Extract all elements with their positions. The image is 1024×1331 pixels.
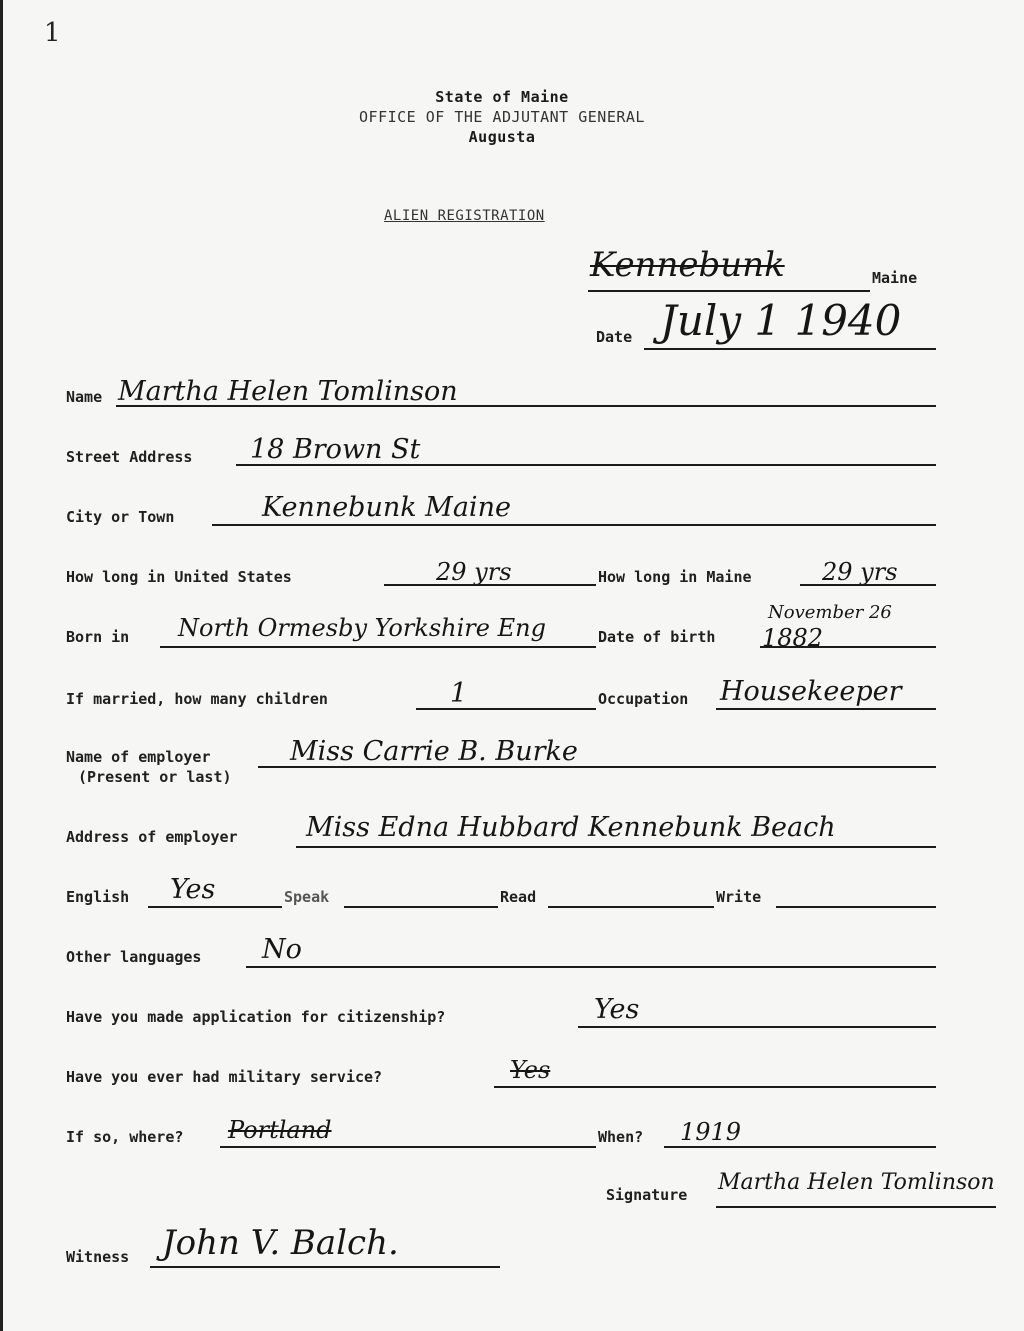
name-line	[116, 405, 936, 407]
town-handwritten: Kennebunk	[590, 245, 785, 285]
header-city: Augusta	[468, 128, 536, 146]
occupation-line	[716, 708, 936, 710]
english-line	[148, 906, 282, 908]
when-label: When?	[598, 1128, 644, 1146]
street-label: Street Address	[66, 448, 193, 466]
children-line	[416, 708, 596, 710]
when-line	[664, 1146, 936, 1148]
maine-duration-label: How long in Maine	[598, 568, 752, 586]
town-line	[588, 290, 870, 292]
born-in-label: Born in	[66, 628, 130, 646]
employer-line	[258, 766, 936, 768]
street-line	[236, 464, 936, 466]
witness-value: John V. Balch.	[162, 1223, 399, 1263]
signature-label: Signature	[606, 1186, 688, 1204]
date-label: Date	[596, 328, 633, 346]
write-line	[776, 906, 936, 908]
maine-label: Maine	[872, 269, 918, 287]
other-languages-value: No	[262, 934, 302, 965]
employer-value: Miss Carrie B. Burke	[290, 736, 578, 767]
us-duration-label: How long in United States	[66, 568, 292, 586]
city-label: City or Town	[66, 508, 175, 526]
name-label: Name	[66, 388, 103, 406]
occupation-value: Housekeeper	[720, 676, 902, 707]
occupation-label: Occupation	[598, 690, 689, 708]
born-in-line	[160, 646, 596, 648]
speak-label: Speak	[284, 888, 330, 906]
header-office: OFFICE OF THE ADJUTANT GENERAL	[359, 108, 645, 126]
us-duration-value: 29 yrs	[436, 558, 512, 586]
military-line	[494, 1086, 936, 1088]
witness-line	[150, 1266, 500, 1268]
date-line	[644, 348, 936, 350]
children-value: 1	[450, 678, 468, 709]
where-label: If so, where?	[66, 1128, 184, 1146]
military-label: Have you ever had military service?	[66, 1068, 383, 1086]
employer-address-label: Address of employer	[66, 828, 238, 846]
page-marker: 1	[44, 18, 61, 48]
employer-sublabel: (Present or last)	[78, 768, 232, 786]
dob-label: Date of birth	[598, 628, 716, 646]
maine-duration-line	[800, 584, 936, 586]
city-line	[212, 524, 936, 526]
citizenship-value: Yes	[594, 994, 640, 1025]
dob-line	[760, 646, 936, 648]
employer-address-line	[296, 846, 936, 848]
write-label: Write	[716, 888, 762, 906]
header-state: State of Maine	[435, 88, 569, 106]
read-label: Read	[500, 888, 537, 906]
dob-month-value: November 26	[768, 602, 892, 623]
when-value: 1919	[680, 1118, 742, 1146]
english-label: English	[66, 888, 130, 906]
employer-address-value: Miss Edna Hubbard Kennebunk Beach	[306, 812, 836, 843]
signature-value: Martha Helen Tomlinson	[718, 1170, 995, 1195]
maine-duration-value: 29 yrs	[822, 558, 898, 586]
children-label: If married, how many children	[66, 690, 328, 708]
city-value: Kennebunk Maine	[262, 492, 511, 523]
other-languages-label: Other languages	[66, 948, 202, 966]
date-value: July 1 1940	[660, 296, 902, 345]
citizenship-line	[578, 1026, 936, 1028]
born-in-value: North Ormesby Yorkshire Eng	[178, 614, 546, 642]
signature-line	[716, 1206, 996, 1208]
where-line	[220, 1146, 596, 1148]
dob-year-value: 1882	[762, 624, 824, 652]
where-value: Portland	[228, 1116, 332, 1144]
us-duration-line	[384, 584, 596, 586]
employer-label: Name of employer	[66, 748, 211, 766]
scan-edge	[0, 0, 3, 1331]
citizenship-label: Have you made application for citizenship?	[66, 1008, 446, 1026]
english-value: Yes	[170, 874, 216, 905]
street-value: 18 Brown St	[250, 434, 421, 465]
other-languages-line	[246, 966, 936, 968]
speak-line	[344, 906, 498, 908]
military-value: Yes	[510, 1056, 551, 1084]
witness-label: Witness	[66, 1248, 130, 1266]
form-title: ALIEN REGISTRATION	[384, 208, 545, 224]
name-value: Martha Helen Tomlinson	[118, 376, 458, 407]
read-line	[548, 906, 714, 908]
